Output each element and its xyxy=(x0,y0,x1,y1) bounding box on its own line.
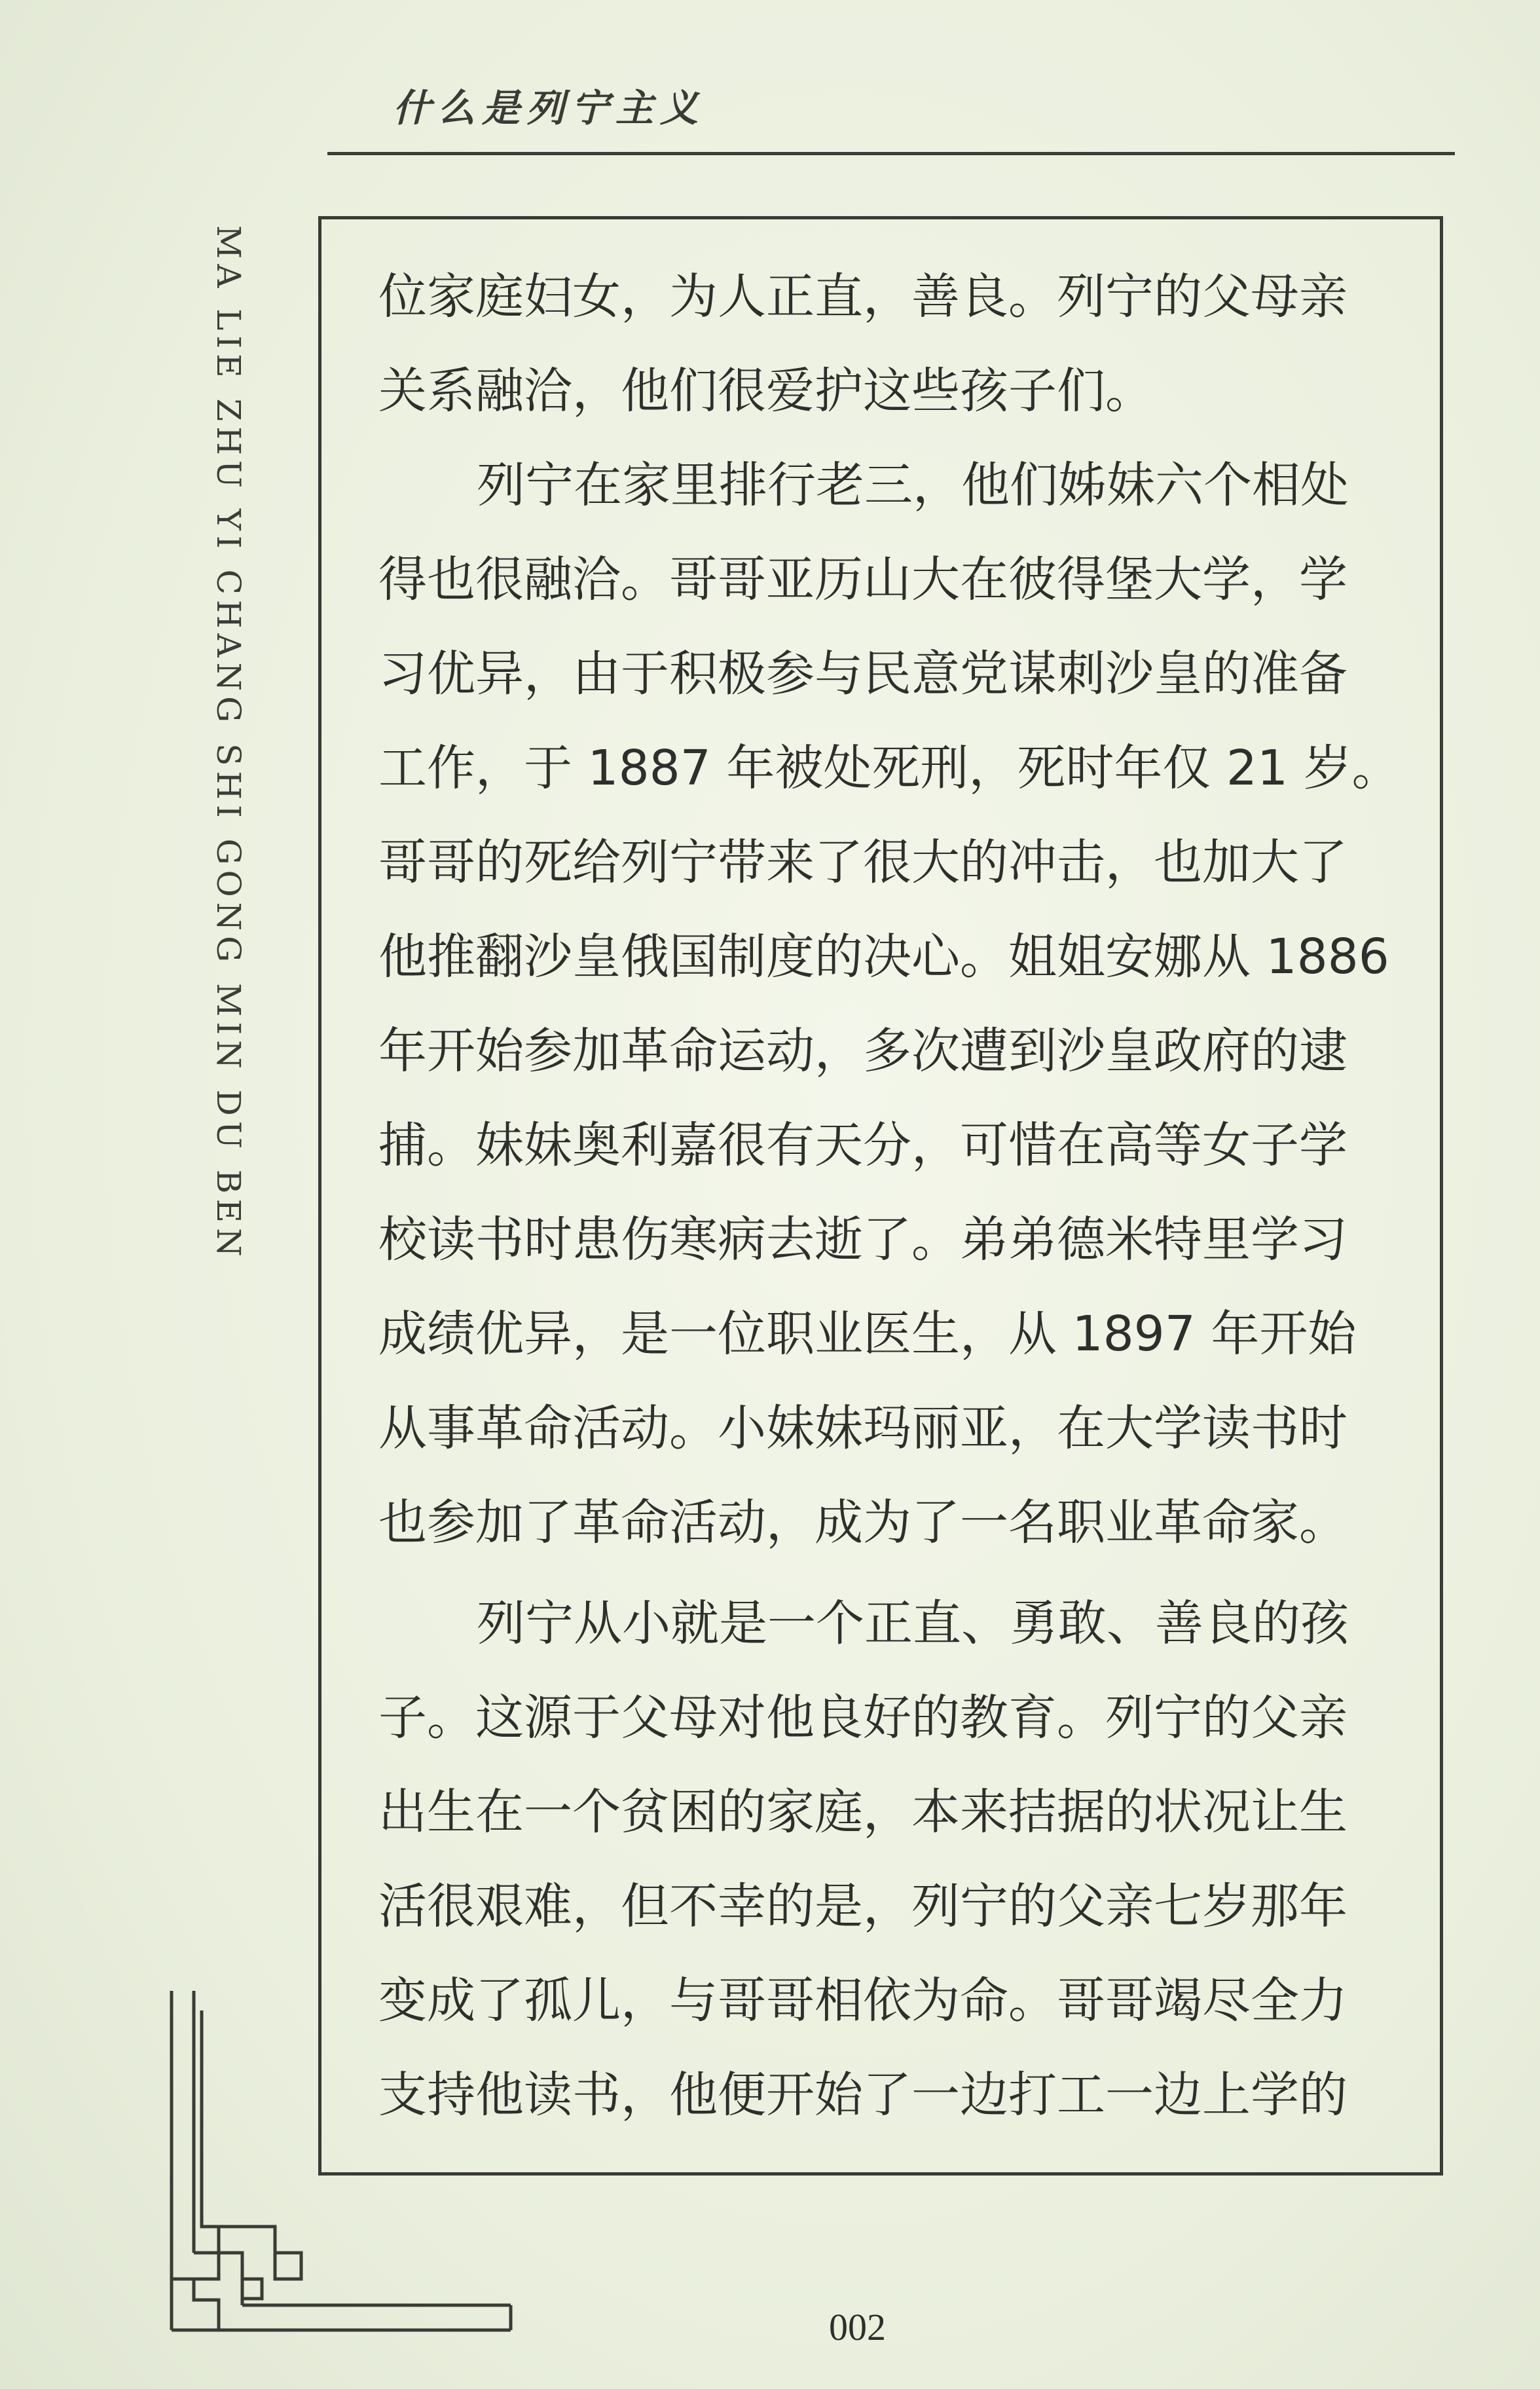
body-line: 活很艰难，但不幸的是，列宁的父亲七岁那年 xyxy=(378,1878,1348,1935)
body-line: 校读书时患伤寒病去逝了。弟弟德米特里学习 xyxy=(378,1212,1348,1268)
side-pinyin-title: MA LIE ZHU YI CHANG SHI GONG MIN DU BEN xyxy=(210,225,248,1262)
body-line: 变成了孤儿，与哥哥相依为命。哥哥竭尽全力 xyxy=(378,1972,1348,2029)
body-line: 关系融洽，他们很爱护这些孩子们。 xyxy=(378,363,1154,419)
page-number: 002 xyxy=(829,2306,886,2348)
running-title: 什么是列宁主义 xyxy=(393,86,705,130)
body-line: 习优异，由于积极参与民意党谋刺沙皇的准备 xyxy=(378,646,1348,702)
body-line: 他推翻沙皇俄国制度的决心。姐姐安娜从 1886 xyxy=(378,929,1389,985)
body-line: 支持他读书，他便开始了一边打工一边上学的 xyxy=(378,2067,1348,2123)
body-line: 位家庭妇女，为人正直，善良。列宁的父母亲 xyxy=(378,269,1348,325)
body-line: 捕。妹妹奥利嘉很有天分，可惜在高等女子学 xyxy=(378,1117,1348,1174)
body-line: 列宁从小就是一个正直、勇敢、善良的孩 xyxy=(477,1595,1349,1652)
body-line: 从事革命活动。小妹妹玛丽亚，在大学读书时 xyxy=(378,1400,1348,1456)
body-line: 子。这源于父母对他良好的教育。列宁的父亲 xyxy=(378,1690,1348,1746)
body-line: 年开始参加革命运动，多次遭到沙皇政府的逮 xyxy=(378,1023,1348,1079)
header-rule xyxy=(327,152,1455,155)
body-line: 哥哥的死给列宁带来了很大的冲击，也加大了 xyxy=(378,834,1348,891)
body-line: 得也很融洽。哥哥亚历山大在彼得堡大学，学 xyxy=(378,551,1348,608)
corner-ornament-icon xyxy=(164,1991,530,2344)
body-line: 成绩优异，是一位职业医生，从 1897 年开始 xyxy=(378,1306,1357,1362)
body-line: 工作，于 1887 年被处死刑，死时年仅 21 岁。 xyxy=(378,740,1401,796)
body-line: 列宁在家里排行老三，他们姊妹六个相处 xyxy=(477,457,1349,513)
body-line: 也参加了革命活动，成为了一名职业革命家。 xyxy=(378,1494,1348,1551)
body-line: 出生在一个贫困的家庭，本来拮据的状况让生 xyxy=(378,1784,1348,1840)
